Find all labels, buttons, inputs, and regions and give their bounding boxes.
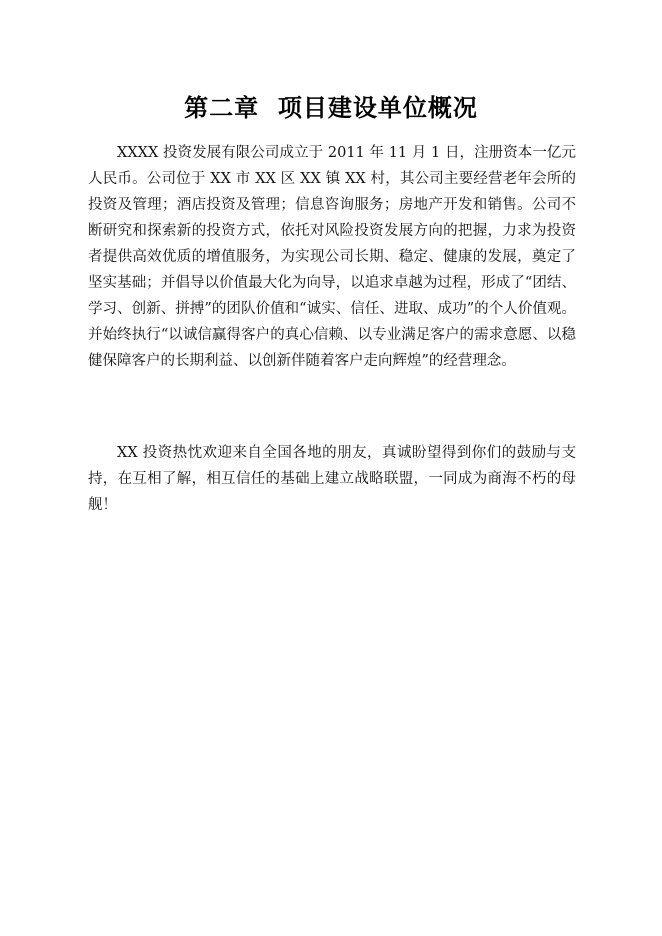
paragraph-company-profile: XXXX 投资发展有限公司成立于 2011 年 11 月 1 日，注册资本一亿元人民币。公司位于 XX 市 XX 区 XX 镇 XX 村，其公司主要经营老年会所的投资及管理；酒店投资及管理；信息咨询服务；房地产开发和销售。公司不断研究和探索新的投资方式，依托对风险投资发展方向的把握，力求为投资者提供高效优质的增值服务，为实现公司长期、稳定、健康的发展，奠定了坚实基础；并倡导以价值最大化为向导，以追求卓越为过程，形成了“团结、学习、创新、拼搏”的团队价值和“诚实、信任、进取、成功”的个人价值观。并始终执行“以诚信赢得客户的真心信赖、以专业满足客户的需求意愿、以稳健保障客户的长期利益、以创新伴随着客户走向辉煌”的经营理念。 [88,145,576,369]
paragraph-welcome: XX 投资热忱欢迎来自全国各地的朋友，真诚盼望得到你们的鼓励与支持，在互相了解，相互信任的基础上建立战略联盟，一同成为商海不朽的母舰！ [88,445,576,513]
chapter-title: 第二章 项目建设单位概况 [184,94,478,122]
